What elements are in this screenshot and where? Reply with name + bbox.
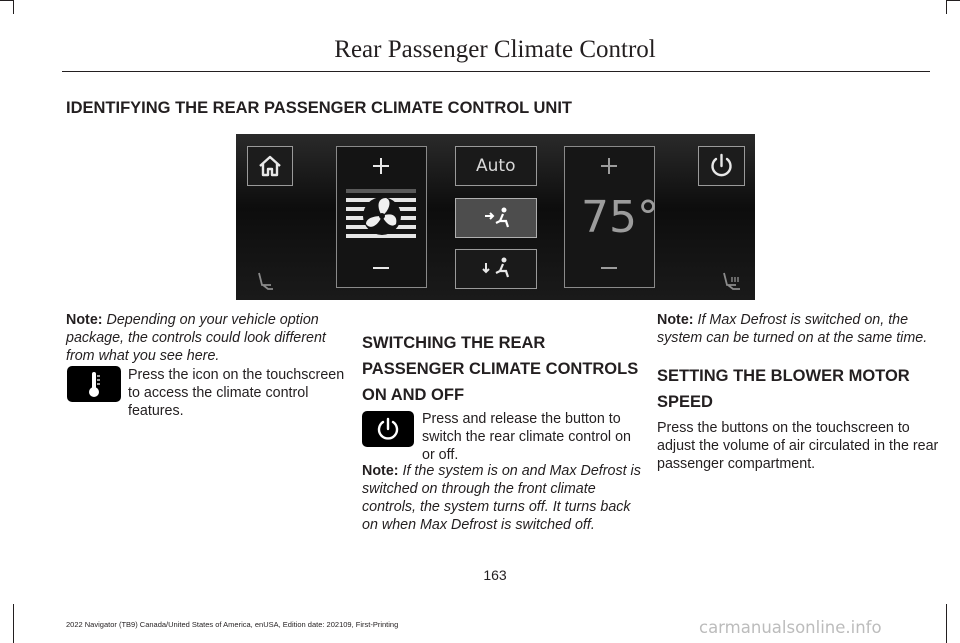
instruction-press-climate-icon [128, 366, 344, 420]
section-heading-blower [657, 363, 910, 415]
home-button [247, 146, 293, 186]
fan-icon [363, 197, 401, 235]
thermometer-icon-box [67, 366, 121, 402]
crop-mark [0, 0, 13, 1]
note-text-line: switched on through the front climate [362, 481, 596, 497]
note-label: Note: [362, 463, 399, 479]
paragraph-line: Press the buttons on the touchscreen to [657, 420, 910, 436]
note-text-line: If the system is on and Max Defrost is [402, 463, 641, 479]
note-label: Note: [66, 312, 103, 328]
section-heading-switching [362, 330, 638, 408]
instruction-press-power [422, 410, 631, 464]
heading-line: SWITCHING THE REAR [362, 334, 546, 352]
note-text-line: controls, the system turns off. It turns back [362, 499, 631, 515]
note-text-line: If Max Defrost is switched on, the [697, 312, 909, 328]
airflow-face-icon [456, 199, 536, 237]
note-max-defrost-off [362, 462, 641, 534]
page-number: 163 [483, 567, 507, 583]
heading-line: PASSENGER CLIMATE CONTROLS [362, 360, 639, 378]
airflow-feet-button [455, 249, 537, 289]
thermometer-icon [84, 369, 104, 399]
power-icon [375, 416, 401, 442]
climate-control-panel-illustration [236, 134, 755, 300]
heading-line: ON AND OFF [362, 386, 465, 404]
note-text-line: Depending on your vehicle option [106, 312, 319, 328]
paragraph-line: passenger compartment. [657, 456, 816, 472]
power-icon-box [362, 411, 414, 447]
crop-mark [946, 604, 947, 643]
crop-mark [13, 0, 14, 14]
paragraph-line: adjust the volume of air circulated in the rear [657, 438, 939, 454]
heading-line: SETTING THE BLOWER MOTOR [657, 367, 910, 385]
crop-mark [946, 0, 947, 14]
auto-button-label: Auto [476, 156, 516, 176]
airflow-face-button [455, 198, 537, 238]
instruction-line: features. [128, 403, 184, 419]
section-heading-identifying: IDENTIFYING THE REAR PASSENGER CLIMATE CONTROL UNIT [66, 99, 573, 117]
header-rule [62, 71, 930, 72]
instruction-line: Press and release the button to [422, 411, 621, 427]
crop-mark [13, 604, 14, 643]
page-header-title: Rear Passenger Climate Control [334, 36, 656, 63]
fan-speed-controls [336, 146, 426, 287]
instruction-line: to access the climate control [128, 385, 309, 401]
temperature-readout: 75° [581, 192, 659, 243]
note-text-line: on when Max Defrost is switched off. [362, 517, 595, 533]
note-text-line: package, the controls could look different [66, 330, 326, 346]
airflow-feet-icon [456, 250, 536, 288]
note-text-line: from what you see here. [66, 348, 220, 364]
instruction-line: Press the icon on the touchscreen [128, 367, 345, 383]
heading-line: SPEED [657, 393, 713, 411]
seat-icon [254, 270, 276, 292]
note-text-line: system can be turned on at the same time. [657, 330, 928, 346]
power-icon [699, 147, 744, 185]
power-button [698, 146, 745, 186]
footer-edition-info: 2022 Navigator (TB9) Canada/United States of America, enUSA, Edition date: 202109, First-Printing [66, 620, 399, 629]
instruction-line: switch the rear climate control on [422, 429, 631, 445]
note-label: Note: [657, 312, 694, 328]
paragraph-blower-speed [657, 419, 938, 473]
note-max-defrost-on [657, 311, 927, 347]
crop-mark [947, 0, 960, 1]
heated-seat-icon [720, 270, 744, 292]
instruction-line: or off. [422, 447, 459, 463]
watermark: carmanualsonline.info [699, 618, 882, 637]
note-depending-on-package [66, 311, 326, 365]
home-icon [248, 147, 292, 185]
